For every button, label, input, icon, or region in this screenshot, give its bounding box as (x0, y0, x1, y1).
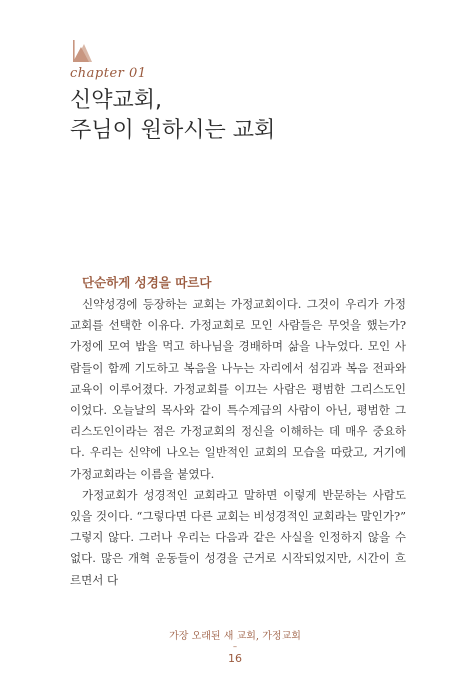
house-peak-logo-icon (70, 38, 92, 62)
section-heading: 단순하게 성경을 따르다 (82, 275, 212, 290)
footer-dash: – (233, 642, 237, 651)
page-number: 16 (228, 652, 242, 665)
body-paragraph-1: 신약성경에 등장하는 교회는 가정교회이다. 그것이 우리가 가정교회를 선택한 이유다. 가정교회로 모인 사람들은 무엇을 했는가? 가정에 모여 밥을 먹고 하나님을 경배하며 삶을 나누었다. 모인 사람들이 함께 기도하고 복음을 나누는 자리에서 섬김과 복음 전파와 교육이 이루어졌다. 가정교회를 이끄는 사람은 평범한 그리스도인이었다. 오늘날의 목사와 같이 특수계급의 사람이 아닌, 평범한 그리스도인이라는 점은 가정교회의 정신을 이해하는 데 매우 중요하다. 우리는 신약에 나오는 일반적인 교회의 모습을 따랐고, 거기에 가정교회라는 이름을 붙였다. (70, 297, 406, 481)
chapter-title-line-2: 주님이 원하시는 교회 (70, 118, 276, 143)
body-text (70, 294, 406, 591)
chapter-title (70, 86, 275, 146)
running-footer-title: 가장 오래된 새 교회, 가정교회 (169, 631, 301, 642)
chapter-label: chapter 01 (70, 66, 147, 81)
body-paragraph-2: 가정교회가 성경적인 교회라고 말하면 이렇게 반문하는 사람도 있을 것이다. “그렇다면 다른 교회는 비성경적인 교회라는 말인가?” 그렇지 않다. 그러나 우리는 다음과 같은 사실을 인정하지 않을 수 없다. 많은 개혁 운동들이 성경을 근거로 시작되었지만, 시간이 흐르면서 다 (70, 487, 406, 587)
chapter-title-line-1: 신약교회, (70, 88, 163, 113)
